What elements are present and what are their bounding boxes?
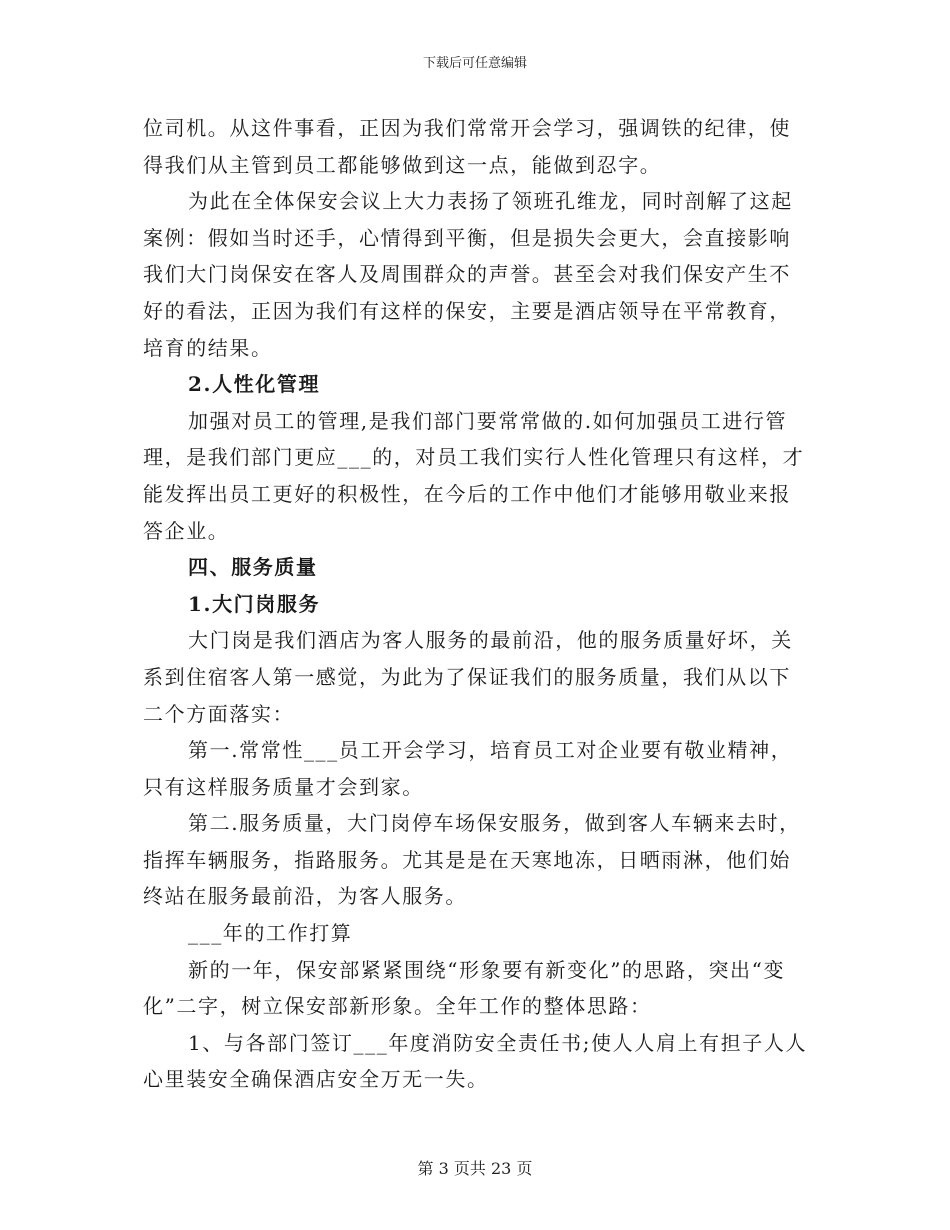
paragraph: 大门岗是我们酒店为客人服务的最前沿，他的服务质量好坏，关系到住宿客人第一感觉，为此为了保证我们的服务质量，我们从以下二个方面落实： (143, 628, 793, 726)
section-heading: 2.人性化管理 (188, 372, 321, 397)
page-footer: 第 3 页共 23 页 (417, 1159, 533, 1178)
paragraph: 为此在全体保安会议上大力表扬了领班孔维龙，同时剖解了这起案例：假如当时还手，心情得到平衡，但是损失会更大，会直接影响我们大门岗保安在客人及周围群众的声誉。甚至会对我们保安产生不好的看法，正因为我们有这样的保安，主要是酒店领导在平常教育，培育的结果。 (143, 189, 793, 360)
document-body (143, 110, 808, 1098)
paragraph: 位司机。从这件事看，正因为我们常常开会学习，强调铁的纪律，使得我们从主管到员工都能够做到这一点，能做到忍字。 (143, 116, 791, 177)
paragraph: ___年的工作打算 (188, 921, 353, 946)
page-header: 下载后可任意编辑 (422, 56, 527, 71)
paragraph: 1、与各部门签订___年度消防安全责任书;使人人肩上有担子人人心里装安全确保酒店安全万无一失。 (143, 1030, 808, 1092)
paragraph: 新的一年，保安部紧紧围绕“形象要有新变化”的思路，突出“变化”二字，树立保安部新形象。全年工作的整体思路： (143, 957, 786, 1019)
paragraph: 第一.常常性___员工开会学习，培育员工对企业要有敬业精神，只有这样服务质量才会到家。 (143, 738, 793, 799)
section-heading: 四、服务质量 (188, 555, 318, 580)
section-heading: 1.大门岗服务 (188, 591, 321, 616)
paragraph: 加强对员工的管理,是我们部门要常常做的.如何加强员工进行管理，是我们部门更应___的，对员工我们实行人性化管理只有这样，才能发挥出员工更好的积极性，在今后的工作中他们才能够用敬业来报答企业。 (143, 408, 805, 543)
paragraph: 第二.服务质量，大门岗停车场保安服务，做到客人车辆来去时，指挥车辆服务，指路服务。尤其是是在天寒地冻，日晒雨淋，他们始终站在服务最前沿，为客人服务。 (143, 811, 801, 909)
